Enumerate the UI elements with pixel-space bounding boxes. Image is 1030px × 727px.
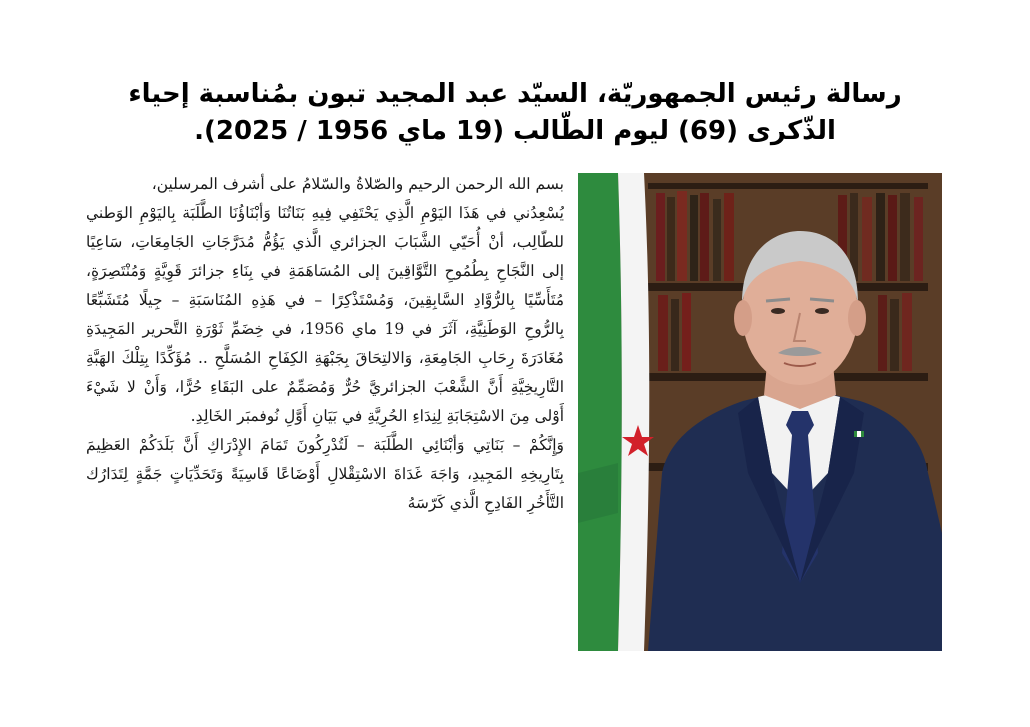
algerian-flag	[578, 173, 654, 651]
paragraph-greeting: يُسْعِدُني في هَذَا اليَوْمِ الَّذِي يَحْتَفِي فِيهِ بَنَاتُنَا وَأبْنَاؤُنَا الطَّلَبَة بِاليَوْمِ الوَطني للطّالِب، أنْ أُحَيّي الشَّبَابَ الجزائري الَّذي يَؤُمُّ مُدَرَّجَاتِ الجَامِعَاتِ، سَاعِيًا إلى النَّجَاحِ بِطُمُوحِ التَّوَّاقِينَ إلى المُسَاهَمَةِ في بِنَاءِ جزائرَ قَوِيَّةٍ وَمُنْتَصِرَةٍ، مُتَأَسِّيًا بِالرُّوَّادِ السَّابِقِينَ، وَمُسْتَذْكِرًا – في هَذِهِ المُنَاسَبَةِ – جِيلًا مُتَشَبِّعًا بِالرُّوحِ الوَطَنِيَّةِ، آثَرَ في 19 ماي 1956، في خِضَمِّ ثَوْرَةِ التَّحرير المَجِيدَةِ مُغَادَرَةَ رِحَابِ الجَامِعَةِ، وَالالتِحَاقَ بِجَبْهَةِ الكِفَاحِ المُسَلَّحِ .. مُؤَكِّدًا بِتِلْكَ الهَبَّةِ التَّارِيخِيَّةِ أَنَّ الشَّعْبَ الجزائريَّ حُرٌّ وَمُصَمِّمٌ على البَقَاءِ حُرًّا، وَأَنْ لا شَيْءَ أَوْلى مِنَ الاسْتِجَابَةِ لِنِدَاءِ الحُرِيَّةِ في بَيَانِ أَوَّلِ نُوفمبَر الخَالِدِ.	[86, 204, 564, 425]
president-portrait	[578, 173, 942, 651]
paragraph-address: وَإِنَّكُمْ – بَنَاتِي وَأبْنَائِي الطَّلَبَة – لَتُدْرِكُونَ تَمَامَ الإِدْرَاكِ أَنَّ بَلَدَكُمْ العَظِيمَ بِتَارِيخِهِ المَجِيدِ، وَاجَهَ غَدَاةَ الاسْتِقْلالِ أَوْضَاعًا قَاسِيَةً وَتَحَدِّيَاتٍ جَمَّةٍ لِتَدَارُك التَّأَخُرِ الفَادِحِ الَّذي كَرّسَهُ	[86, 436, 564, 512]
article-title-line-2: الذّكرى (69) ليوم الطّالب (19 ماي 1956 / 2025).	[194, 116, 836, 146]
article-body	[86, 170, 564, 660]
paragraph-basmala: بسم الله الرحمن الرحيم والصّلاةُ والسّلامُ على أشرف المرسلين،	[151, 175, 564, 193]
article-title	[90, 76, 940, 150]
article-title-line-1: رسالة رئيس الجمهوريّة، السيّد عبد المجيد تبون بمُناسبة إحياء	[128, 79, 902, 109]
